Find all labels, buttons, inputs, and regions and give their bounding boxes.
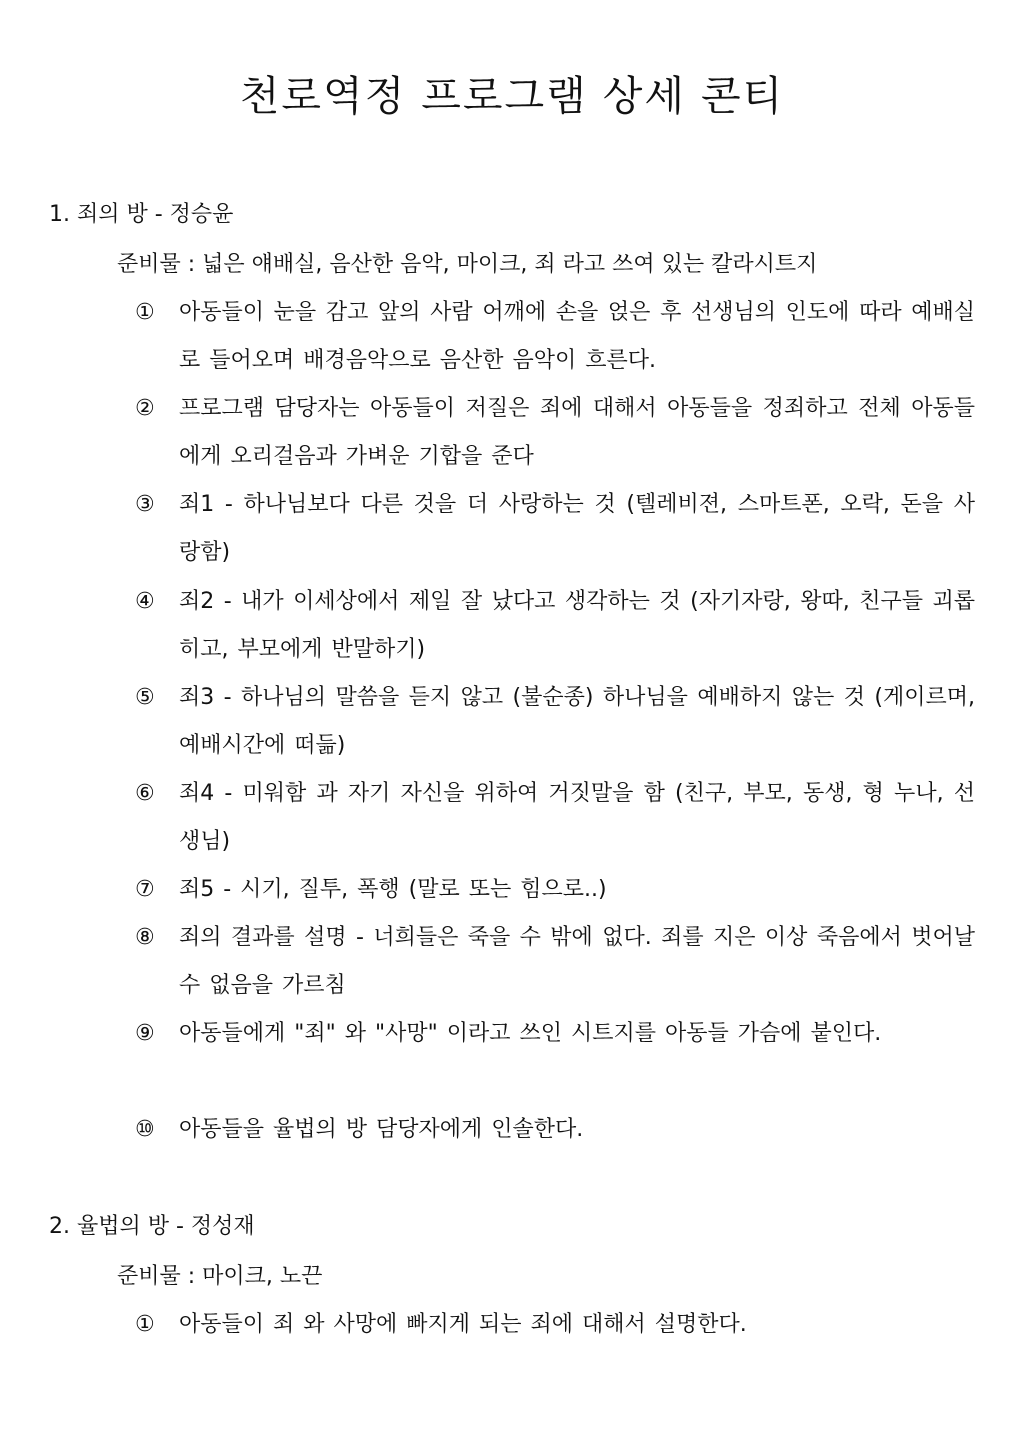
item-text: 죄5 - 시기, 질투, 폭행 (말로 또는 힘으로..) bbox=[179, 877, 607, 902]
list-item bbox=[135, 385, 975, 481]
item-number: ⑥ bbox=[135, 781, 155, 806]
list-item bbox=[135, 1010, 975, 1058]
list-item bbox=[135, 914, 975, 1010]
item-number: ⑨ bbox=[135, 1021, 155, 1046]
item-text: 죄3 - 하나님의 말씀을 듣지 않고 (불순종) 하나님을 예배하지 않는 것 (게이르며, 예배시간에 떠듦) bbox=[179, 685, 975, 758]
list-item bbox=[135, 1106, 975, 1154]
item-text: 아동들이 눈을 감고 앞의 사람 어깨에 손을 얹은 후 선생님의 인도에 따라 예배실로 들어오며 배경음악으로 음산한 음악이 흐른다. bbox=[179, 300, 975, 373]
item-number: ① bbox=[135, 1312, 155, 1337]
item-number: ② bbox=[135, 396, 155, 421]
materials-line: 준비물 : 마이크, 노끈 bbox=[117, 1264, 323, 1289]
item-number: ⑤ bbox=[135, 685, 155, 710]
list-item bbox=[135, 1301, 975, 1349]
item-text: 아동들을 율법의 방 담당자에게 인솔한다. bbox=[179, 1117, 584, 1142]
list-item bbox=[135, 866, 975, 914]
item-text: 프로그램 담당자는 아동들이 저질은 죄에 대해서 아동들을 정죄하고 전체 아동들에게 오리걸음과 가벼운 기합을 준다 bbox=[179, 396, 975, 469]
section-heading: 2. 율법의 방 - 정성재 bbox=[49, 1214, 255, 1239]
item-text: 죄1 - 하나님보다 다른 것을 더 사랑하는 것 (텔레비젼, 스마트폰, 오락, 돈을 사랑함) bbox=[179, 492, 975, 565]
page-title: 천로역정 프로그램 상세 콘티 bbox=[239, 72, 785, 120]
item-number: ④ bbox=[135, 589, 155, 614]
materials-line: 준비물 : 넓은 얘배실, 음산한 음악, 마이크, 죄 라고 쓰여 있는 칼라시트지 bbox=[117, 252, 818, 277]
item-number: ⑧ bbox=[135, 925, 155, 950]
list-item bbox=[135, 481, 975, 577]
list-item bbox=[135, 674, 975, 770]
item-number: ③ bbox=[135, 492, 155, 517]
item-number: ① bbox=[135, 300, 155, 325]
list-item bbox=[135, 289, 975, 385]
item-number: ⑩ bbox=[135, 1117, 155, 1142]
list-item bbox=[135, 770, 975, 866]
item-text: 죄2 - 내가 이세상에서 제일 잘 났다고 생각하는 것 (자기자랑, 왕따, 친구들 괴롭히고, 부모에게 반말하기) bbox=[179, 589, 975, 662]
list-item bbox=[135, 578, 975, 674]
section-heading: 1. 죄의 방 - 정승윤 bbox=[49, 202, 234, 227]
item-text: 죄의 결과를 설명 - 너희들은 죽을 수 밖에 없다. 죄를 지은 이상 죽음에서 벗어날 수 없음을 가르침 bbox=[179, 925, 975, 998]
item-text: 아동들이 죄 와 사망에 빠지게 되는 죄에 대해서 설명한다. bbox=[179, 1312, 747, 1337]
item-text: 아동들에게 "죄" 와 "사망" 이라고 쓰인 시트지를 아동들 가슴에 붙인다. bbox=[179, 1021, 882, 1046]
item-number: ⑦ bbox=[135, 877, 155, 902]
item-text: 죄4 - 미워함 과 자기 자신을 위하여 거짓말을 함 (친구, 부모, 동생, 형 누나, 선생님) bbox=[179, 781, 975, 854]
